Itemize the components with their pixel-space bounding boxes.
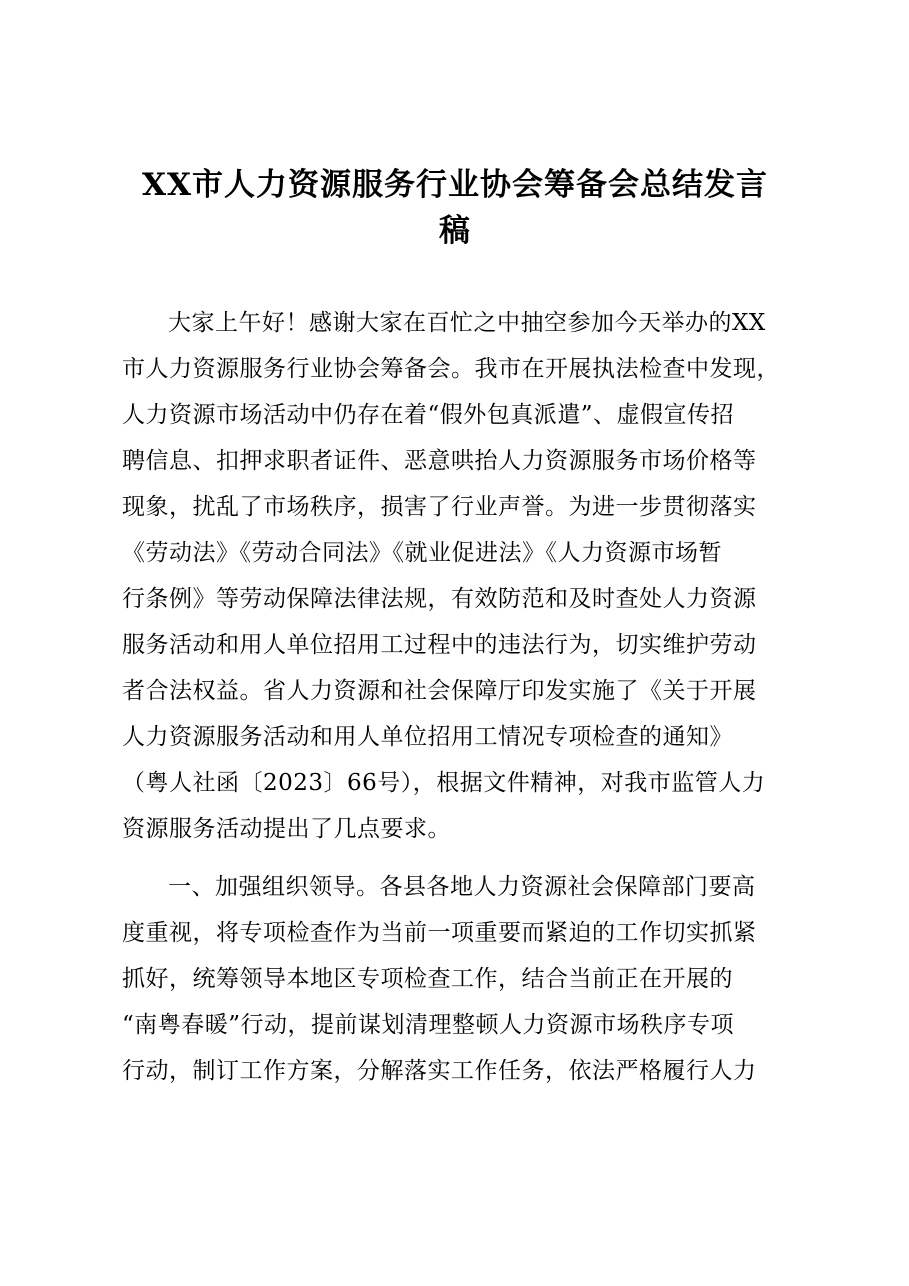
text-line: 度重视，将专项检查作为当前一项重要而紧迫的工作切实抓紧	[122, 920, 757, 946]
document-title	[120, 162, 790, 254]
text-line: 服务活动和用人单位招用工过程中的违法行为，切实维护劳动	[122, 632, 757, 658]
text-line: 一、加强组织领导。各县各地人力资源社会保障部门要高	[168, 874, 756, 900]
text-line: 行动，制订工作方案，分解落实工作任务，依法严格履行人力	[122, 1058, 757, 1084]
text-line: 《劳动法》《劳动合同法》《就业促进法》《人力资源市场暂	[122, 540, 722, 566]
text-line: 人力资源服务活动和用人单位招用工情况专项检查的通知》	[122, 724, 733, 750]
text-line: 行条例》等劳动保障法律法规，有效防范和及时查处人力资源	[122, 586, 757, 612]
text-line: 抓好，统筹领导本地区专项检查工作，结合当前正在开展的	[122, 966, 733, 992]
text-line: 人力资源市场活动中仍存在着“假外包真派遣”、虚假宣传招	[122, 402, 735, 428]
text-line: “南粤春暖”行动，提前谋划清理整顿人力资源市场秩序专项	[122, 1012, 735, 1038]
title-line: 稿	[439, 213, 471, 249]
text-line: 聘信息、扣押求职者证件、恶意哄抬人力资源服务市场价格等	[122, 448, 757, 474]
text-line: 资源服务活动提出了几点要求。	[122, 816, 451, 842]
text-line: 市人力资源服务行业协会筹备会。我市在开展执法检查中发现，	[122, 356, 780, 382]
paragraph-opening	[122, 300, 802, 852]
text-line: 大家上午好！感谢大家在百忙之中抽空参加今天举办的XX	[168, 310, 766, 336]
text-line: 现象，扰乱了市场秩序，损害了行业声誉。为进一步贯彻落实	[122, 494, 757, 520]
text-line: 者合法权益。省人力资源和社会保障厅印发实施了《关于开展	[122, 678, 757, 704]
title-line: XX市人力资源服务行业协会筹备会总结发言	[141, 167, 769, 203]
paragraph-section-one	[122, 864, 802, 1094]
document-body	[122, 300, 802, 1106]
text-line: （粤人社函〔2023〕66号），根据文件精神，对我市监管人力	[122, 770, 766, 796]
